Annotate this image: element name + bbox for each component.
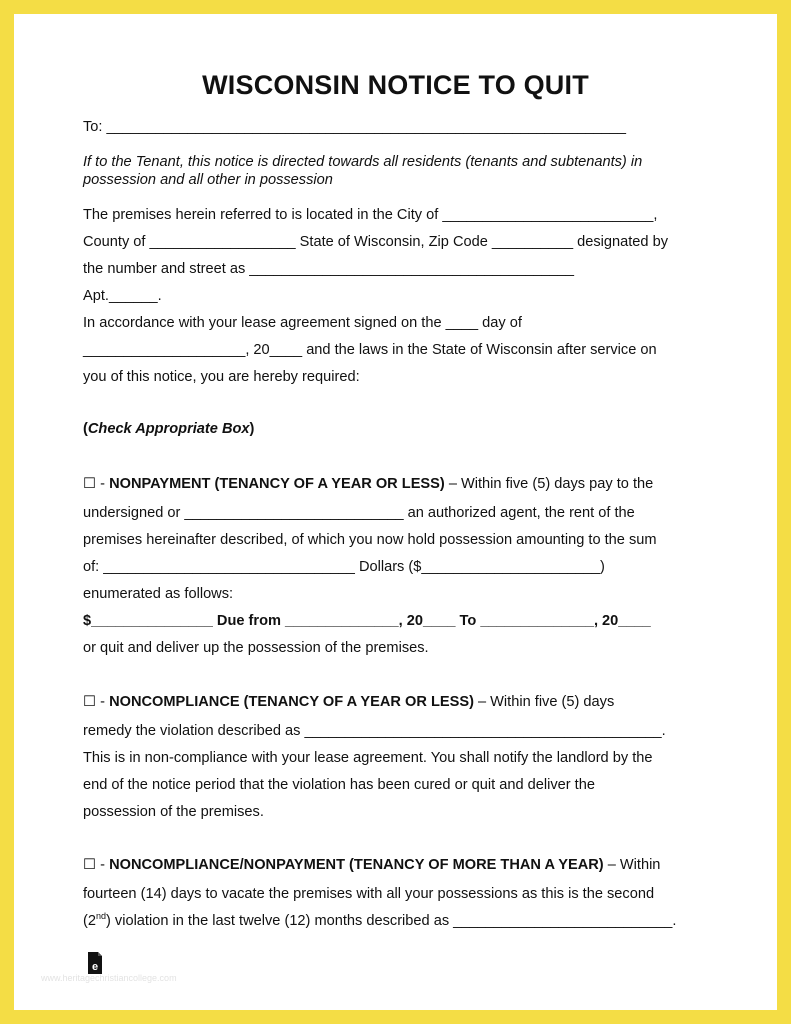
more-than-year-heading: NONCOMPLIANCE/NONPAYMENT (TENANCY OF MORE THAN A YEAR) [109, 857, 604, 873]
check-box-instruction-text: Check Appropriate Box [87, 421, 250, 437]
premises-apt-line: Apt.______. [83, 288, 162, 304]
premises-street-line: the number and street as ________________________________________ [83, 261, 574, 277]
superscript-nd: nd [95, 911, 106, 921]
check-box-instruction [83, 420, 713, 438]
nonpayment-heading: NONPAYMENT (TENANCY OF A YEAR OR LESS) [109, 476, 445, 492]
premises-city-line: The premises herein referred to is located in the City of __________________________, [83, 207, 658, 223]
noncompliance-line-4: end of the notice period that the violation has been cured or quit and deliver the [83, 777, 595, 793]
required-line: you of this notice, you are hereby required: [83, 369, 360, 385]
lease-date-line: In accordance with your lease agreement signed on the ____ day of [83, 315, 522, 331]
nonpayment-line-6: $_______________ Due from ______________, 20____ To ______________, 20____ [83, 613, 651, 629]
nonpayment-line-7: or quit and deliver up the possession of the premises. [83, 640, 429, 656]
more-than-year-heading-tail: – Within [603, 857, 661, 873]
noncompliance-line-5: possession of the premises. [83, 804, 264, 820]
noncompliance-checkbox[interactable]: ☐ - [83, 694, 110, 710]
nonpayment-line-2: undersigned or ___________________________ an authorized agent, the rent of the [83, 505, 635, 521]
noncompliance-line-3: This is in non-compliance with your lease agreement. You shall notify the landlord by the [83, 750, 653, 766]
paren-close: ) [249, 421, 255, 437]
paren-open: ( [83, 421, 88, 437]
more-than-year-line-3 [83, 912, 713, 930]
document-logo-icon [87, 951, 103, 975]
noncompliance-heading: NONCOMPLIANCE (TENANCY OF A YEAR OR LESS) [109, 694, 474, 710]
tenant-note: If to the Tenant, this notice is directed towards all residents (tenants and subtenants) in possession and all other in possession [83, 154, 643, 188]
section-nonpayment-heading-line [83, 475, 713, 493]
line3-post: ) violation in the last twelve (12) months described as ___________________________. [106, 913, 677, 929]
line3-pre: (2 [83, 913, 96, 929]
document-page [14, 14, 777, 1010]
watermark-text: www.heritagechristiancollege.com [41, 973, 177, 983]
section-noncompliance-heading-line [83, 693, 713, 711]
nonpayment-line-3: premises hereinafter described, of which you now hold possession amounting to the sum [83, 532, 657, 548]
more-than-year-checkbox[interactable]: ☐ - [83, 857, 110, 873]
document-title: WISCONSIN NOTICE TO QUIT [202, 70, 589, 100]
premises-county-line: County of __________________ State of Wisconsin, Zip Code __________ designated by [83, 234, 668, 250]
to-line: To: ________________________________________________________________ [83, 119, 626, 135]
noncompliance-line-2: remedy the violation described as ____________________________________________. [83, 723, 666, 739]
section-more-than-year-heading-line [83, 856, 713, 874]
more-than-year-line-2: fourteen (14) days to vacate the premises with all your possessions as this is the second [83, 886, 655, 902]
lease-year-line: ____________________, 20____ and the laws in the State of Wisconsin after service on [83, 342, 657, 358]
logo-letter: e [91, 961, 99, 973]
noncompliance-heading-tail: – Within five (5) days [473, 694, 615, 710]
nonpayment-checkbox[interactable]: ☐ - [83, 476, 110, 492]
nonpayment-line-4: of: _______________________________ Dollars ($______________________) [83, 559, 605, 575]
nonpayment-line-5: enumerated as follows: [83, 586, 234, 602]
nonpayment-heading-tail: – Within five (5) days pay to the [444, 476, 654, 492]
